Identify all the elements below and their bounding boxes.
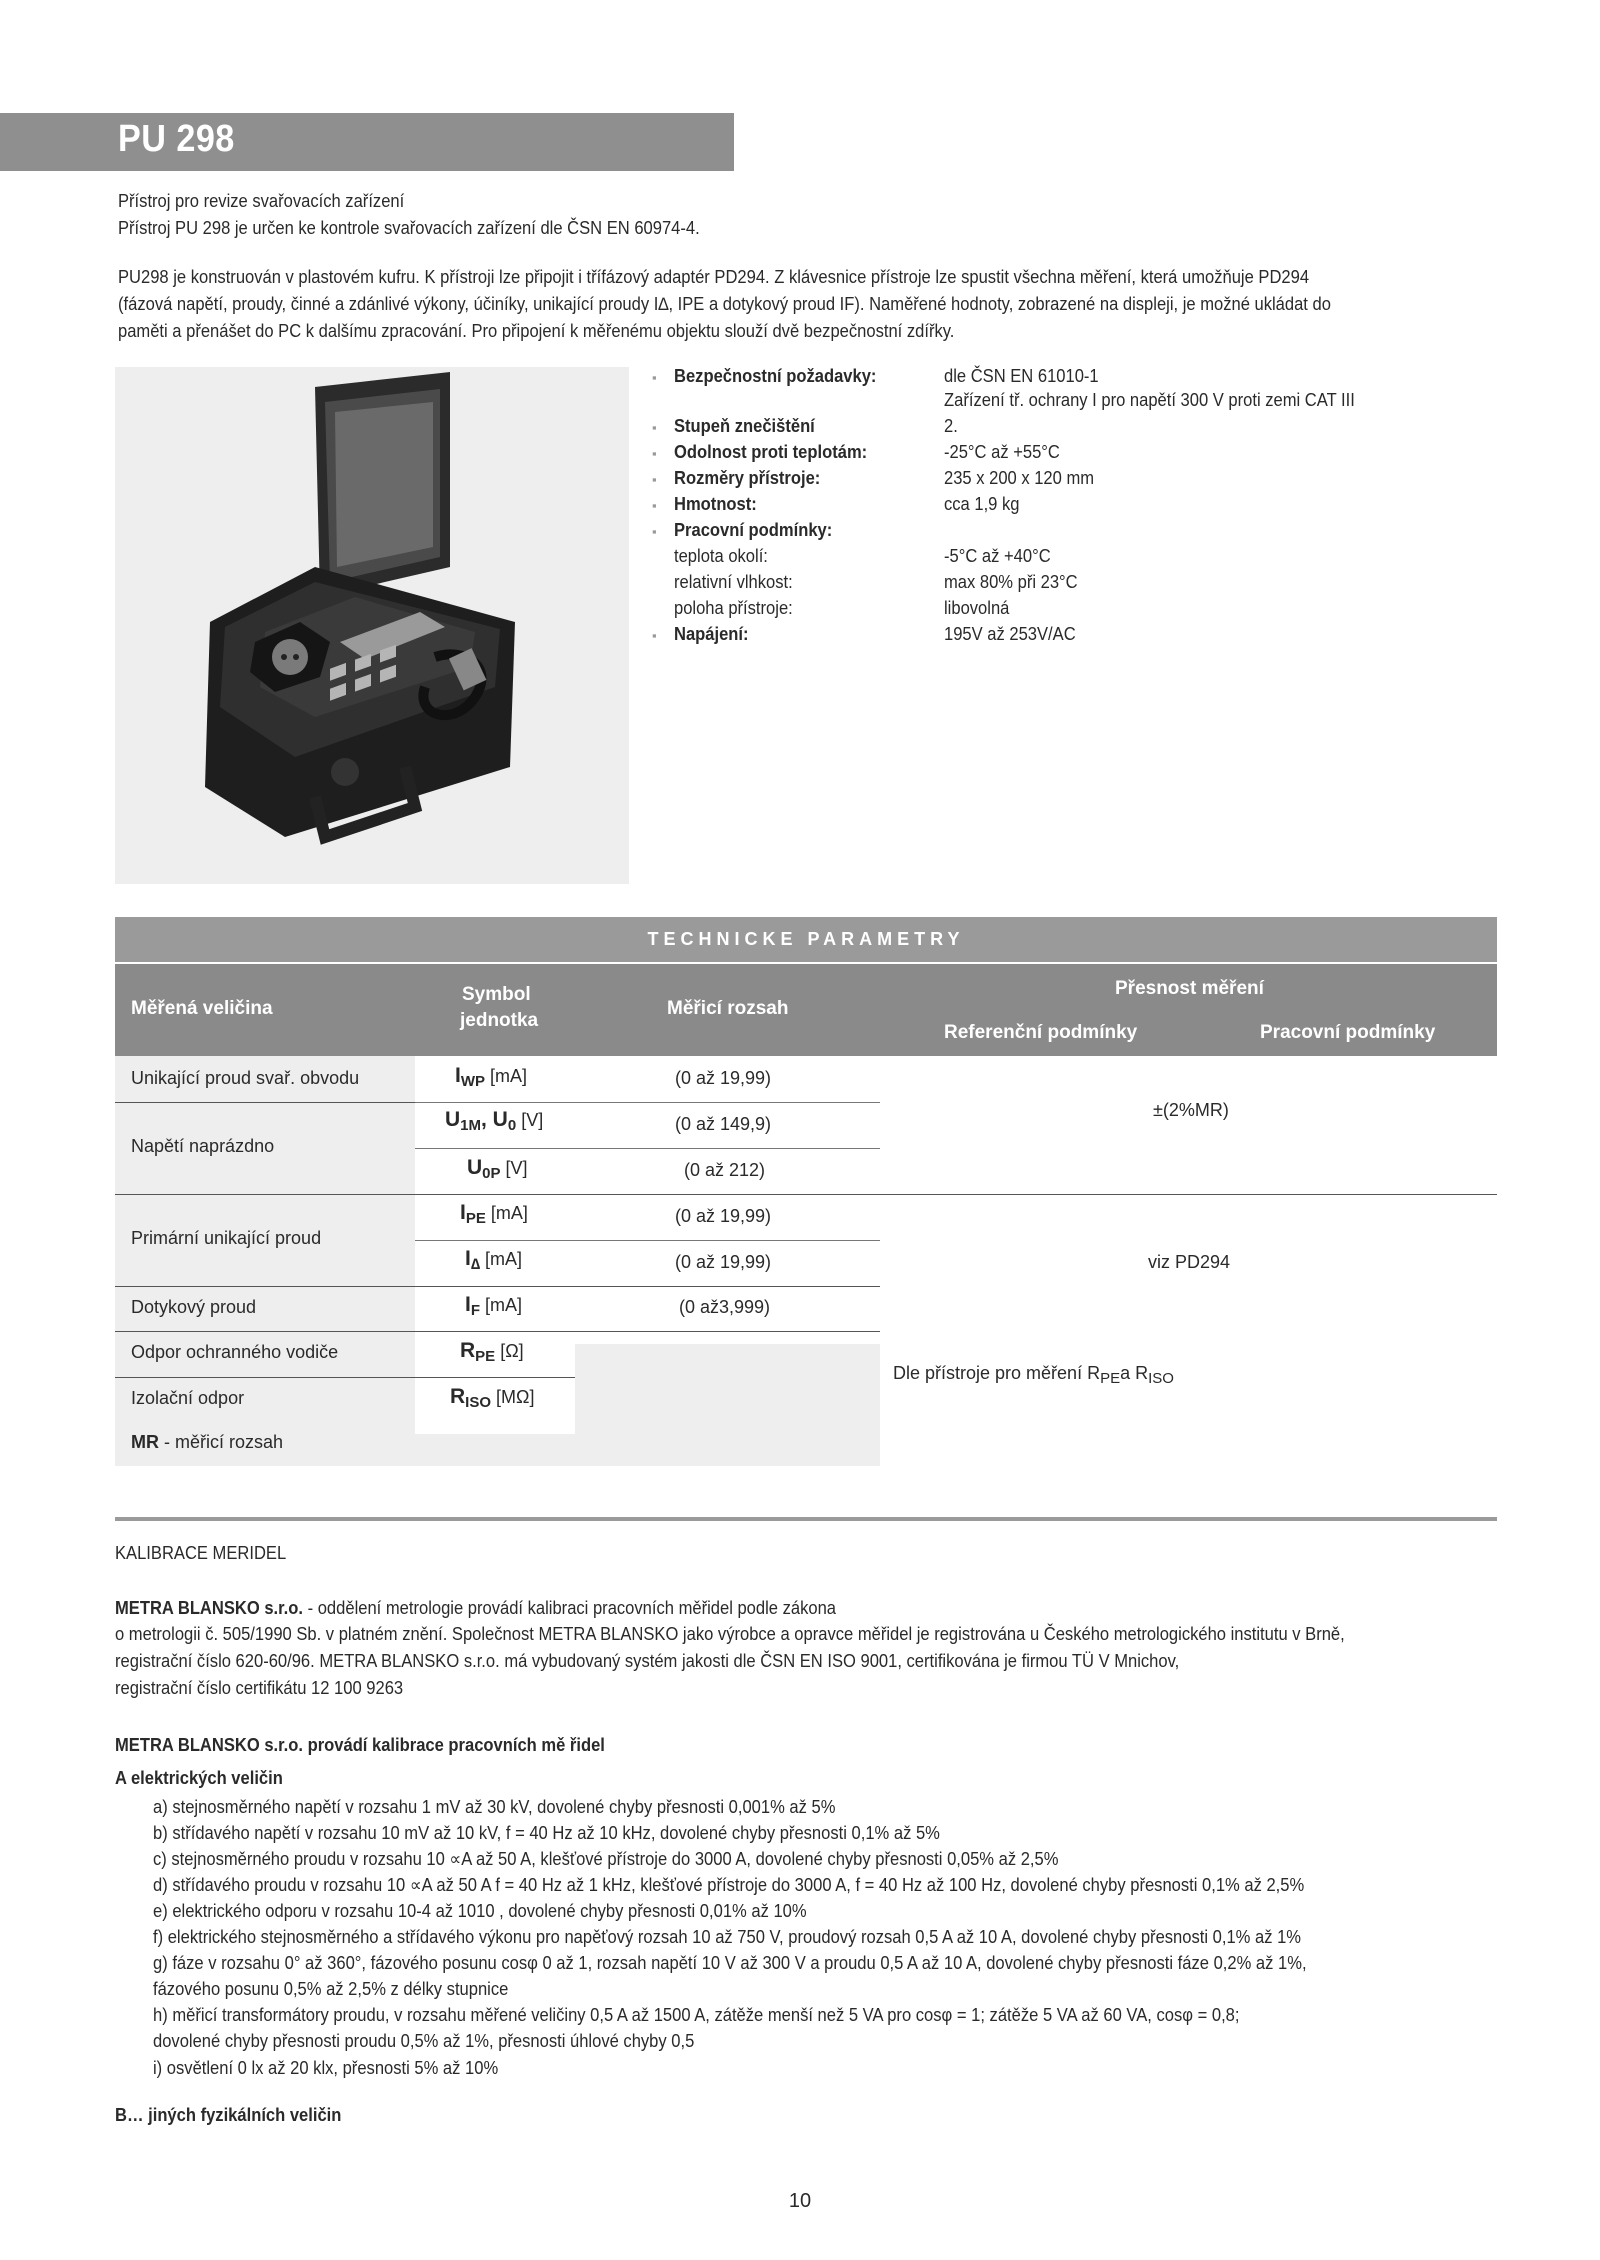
list-item: f) elektrického stejnosměrného a střídavého výkonu pro napěťový rozsah 10 až 750 V, proudový rozsah 0,5 A až 10 A, dovolené chyby přesnosti 0,1% až 1% [153,1927,1302,1947]
quantity-label: Izolační odpor [131,1388,245,1408]
calibration-paragraph: registrační číslo 620-60/96. METRA BLANSKO s.r.o. má vybudovaný systém jakosti dle ČSN EN ISO 9001, certifikována je firmou TÜ V Mnichov, [115,1651,1180,1671]
list-item: g) fáze v rozsahu 0° až 360°, fázového posunu cosφ 0 až 1, rozsah napětí 10 V až 300 V a proudu 0,5 A až 10 A, dovolené chyby přesnosti fáze 0,2% až 1%, [153,1953,1307,1973]
intro-paragraph-2: (fázová napětí, proudy, činné a zdánlivé výkony, účiníky, unikající proudy I∆, IPE a dotykový proud IF). Naměřené hodnoty, zobrazené na displeji, je možné ukládat do [118,294,1331,314]
bullet-icon: ▪ [652,471,657,487]
spec-row: teplota okolí: -5°C až +40°C [674,546,1051,566]
symbol-cell: $R_{PE}$ [Ω] [460,1339,524,1365]
instrument-case-illustration [115,367,629,884]
range-cell: (0 až 149,9) [675,1114,772,1134]
intro-line-1: Přístroj pro revize svařovacích zařízení [118,191,405,211]
calibration-paragraph: registrační číslo certifikátu 12 100 9263 [115,1678,404,1698]
product-photo [115,367,629,884]
section-divider [115,1517,1497,1521]
spec-row: poloha přístroje: libovolná [674,598,1010,618]
list-item: c) stejnosměrného proudu v rozsahu 10 ∝A až 50 A, klešťové přístroje do 3000 A, dovolené chyby přesnosti 0,05% až 2,5% [153,1849,1059,1869]
page-title: PU 298 [118,118,235,160]
symbol-cell: $U_{0P}$ [V] [467,1156,528,1182]
spec-row: ▪ Odolnost proti teplotám: -25°C až +55°C [652,441,1070,465]
range-cell: (0 až3,999) [679,1297,771,1317]
bullet-icon: ▪ [652,627,657,643]
spec-row: ▪ Bezpečnostní požadavky: dle ČSN EN 61010-1 [652,365,1112,389]
spec-row: ▪ Pracovní podmínky: [652,519,944,543]
spec-row: relativní vlhkost: max 80% při 23°C [674,572,1078,592]
list-item: e) elektrického odporu v rozsahu 10-4 až 1010 , dovolené chyby přesnosti 0,01% až 10% [153,1901,807,1921]
table-note: MR - měřicí rozsah [131,1432,284,1452]
tech-table-body [115,1056,1497,1466]
spec-row: Zařízení tř. ochrany I pro napětí 300 V proti zemi CAT III [944,390,1355,410]
range-cell: (0 až 19,99) [675,1206,772,1226]
list-item: h) měřicí transformátory proudu, v rozsahu měřené veličiny 0,5 A až 1500 A, zátěže menší než 5 VA pro cosφ = 1; zátěže 5 VA až 60 VA, cosφ = 0,8; [153,2005,1240,2025]
calibration-subheading: METRA BLANSKO s.r.o. provádí kalibrace pracovních mě řidel [115,1735,605,1755]
symbol-cell: $I_{WP}$ [mA] [455,1064,528,1090]
bullet-icon: ▪ [652,369,657,385]
symbol-cell: $R_{ISO}$ [MΩ] [450,1385,535,1411]
accuracy-cell: viz PD294 [1148,1252,1231,1272]
tech-table-header [115,964,1497,1056]
tech-table-title: TECHNICKE PARAMETRY [647,929,965,949]
title-bar [0,113,734,171]
spec-row: ▪ Napájení: 195V až 253V/AC [652,623,1087,647]
range-cell: (0 až 212) [684,1160,766,1180]
section-b-heading: B… jiných fyzikálních veličin [115,2105,342,2125]
calibration-paragraph: o metrologii č. 505/1990 Sb. v platném znění. Společnost METRA BLANSKO jako výrobce a opravce měřidel je registrována u Českého metrologického institutu v Brně, [115,1624,1345,1644]
intro-line-2: Přístroj PU 298 je určen ke kontrole svařovacích zařízení dle ČSN EN 60974-4. [118,218,700,238]
header-range: Měřicí rozsah [667,998,789,1019]
bullet-icon: ▪ [652,497,657,513]
list-item: a) stejnosměrného napětí v rozsahu 1 mV až 30 kV, dovolené chyby přesnosti 0,001% až 5% [153,1797,836,1817]
section-a-heading: A elektrických veličin [115,1768,283,1788]
symbol-cell: $I_\Delta$ [mA] [465,1247,523,1273]
range-cell: (0 až 19,99) [675,1252,772,1272]
symbol-cell: $I_F$ [mA] [465,1293,523,1319]
bullet-icon: ▪ [652,419,657,435]
list-item: d) střídavého proudu v rozsahu 10 ∝A až 50 A f = 40 Hz až 1 kHz, klešťové přístroje do 3000 A, f = 40 Hz až 100 Hz, dovolené chyby přesnosti 0,1% až 2,5% [153,1875,1305,1895]
bullet-icon: ▪ [652,523,657,539]
list-item: i) osvětlení 0 lx až 20 klx, přesnosti 5% až 10% [153,2058,499,2078]
list-item: b) střídavého napětí v rozsahu 10 mV až 10 kV, f = 40 Hz až 10 kHz, dovolené chyby přesnosti 0,1% až 5% [153,1823,940,1843]
header-accuracy: Přesnost měření [1115,978,1264,999]
quantity-label: Unikající proud svař. obvodu [131,1068,360,1088]
spec-row: ▪ Hmotnost: cca 1,9 kg [652,493,1026,517]
header-unit: jednotka [460,1010,539,1031]
spec-row: ▪ Stupeň znečištění 2. [652,415,959,439]
symbol-cell: $I_{PE}$ [mA] [460,1201,528,1227]
range-cell: (0 až 19,99) [675,1068,772,1088]
quantity-label: Primární unikající proud [131,1228,322,1248]
spec-row: ▪ Rozměry přístroje: 235 x 200 x 120 mm [652,467,1107,491]
intro-paragraph-1: PU298 je konstruován v plastovém kufru. K přístroji lze připojit i třífázový adaptér PD294. Z klávesnice přístroje lze spustit všechna měření, která umožňuje PD294 [118,267,1310,287]
intro-paragraph-3: paměti a přenášet do PC k dalšímu zpracování. Pro připojení k měřenému objektu slouží dvě bezpečnostní zdířky. [118,321,955,341]
list-item: dovolené chyby přesnosti proudu 0,5% až 1%, přesnosti úhlové chyby 0,5 [153,2031,695,2051]
calibration-heading: KALIBRACE MERIDEL [115,1543,287,1563]
list-item: fázového posunu 0,5% až 2,5% z délky stupnice [153,1979,509,1999]
accuracy-cell: ±(2%MR) [1153,1100,1229,1120]
symbol-cell: $U_{1M}$, $U_0$ [V] [445,1108,544,1134]
header-working: Pracovní podmínky [1260,1022,1436,1043]
quantity-label: Odpor ochranného vodiče [131,1342,339,1362]
header-quantity: Měřená veličina [131,998,273,1019]
header-symbol: Symbol [462,984,531,1005]
quantity-label: Napětí naprázdno [131,1136,275,1156]
bullet-icon: ▪ [652,445,657,461]
page-number: 10 [788,2190,812,2212]
calibration-paragraph: METRA BLANSKO s.r.o. - oddělení metrologie provádí kalibraci pracovních měřidel podle zákona [115,1598,836,1618]
quantity-label: Dotykový proud [131,1297,257,1317]
header-reference: Referenční podmínky [944,1022,1138,1043]
accuracy-cell: Dle přístroje pro měření $R_{PE}a$ $R_{ISO}$ [893,1363,1174,1387]
